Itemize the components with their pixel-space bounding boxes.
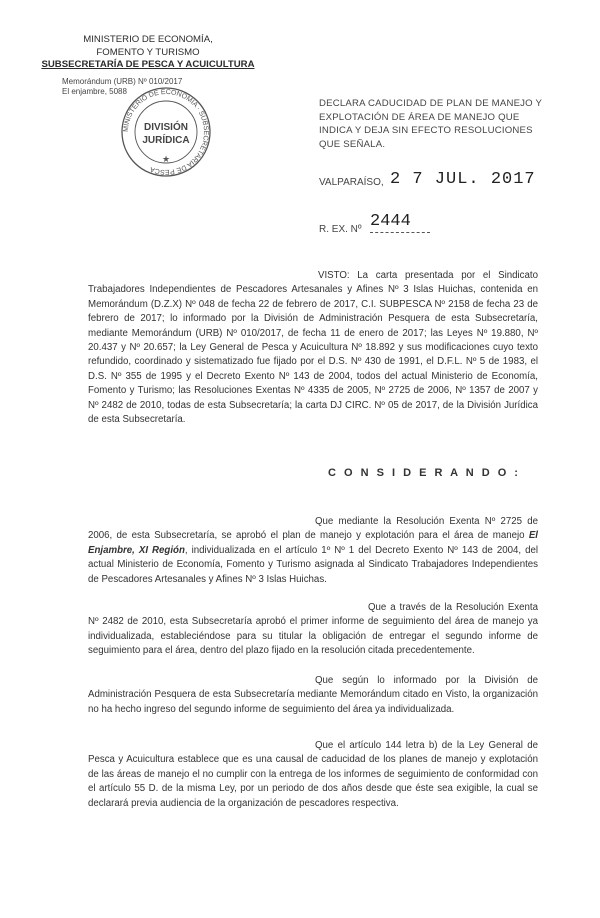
area-name: El Enjambre, XI Región bbox=[88, 530, 538, 556]
considering-paragraph-1 bbox=[88, 515, 538, 587]
memo-line-1: Memorándum (URB) Nº 010/2017 bbox=[62, 77, 183, 86]
considerando-heading: C O N S I D E R A N D O : bbox=[328, 467, 521, 479]
seal-ring-text: MINISTERIO DE ECONOMÍA · SUBSECRETARÍA DE PESCA bbox=[122, 88, 210, 176]
memo-line-2: El enjambre, 5088 bbox=[62, 87, 127, 96]
resolution-number: 2444 bbox=[370, 212, 430, 233]
legal-division-seal bbox=[116, 82, 216, 177]
star-icon: ★ bbox=[161, 154, 171, 164]
considering-paragraph-4: Que el artículo 144 letra b) de la Ley General de Pesca y Acuicultura establece que es una causal de caducidad de los planes de manejo y explotación de las áreas de manejo el no cumplir con la entrega de los informes de seguimiento de conformidad con el artículo 55 D. de la misma Ley, por un periodo de dos años desde que éste sea exigible, la cual se declarará previa audiencia de la organización de pescadores respectiva. bbox=[88, 740, 538, 809]
considering-paragraph-2: Que a través de la Resolución Exenta Nº 2482 de 2010, esta Subsecretaría aprobó el primer informe de seguimiento del área de manejo ya individualizada, estableciéndose para su titular la obligación de entregar el segundo informe de seguimiento para el área, dentro del plazo fijado en la resolución citada precedentemente. bbox=[88, 602, 538, 657]
issuer-header bbox=[38, 34, 258, 72]
date-stamp: 2 7 JUL. 2017 bbox=[390, 170, 536, 189]
ministry-name: MINISTERIO DE ECONOMÍA, bbox=[83, 34, 213, 45]
p1-text-start: Que mediante la Resolución Exenta Nº 2725 de 2006, de esta Subsecretaría, se aprobó el plan de manejo y explotación para el área de manejo bbox=[88, 516, 538, 542]
resolution-subject: DECLARA CADUCIDAD DE PLAN DE MANEJO Y EXPLOTACIÓN DE ÁREA DE MANEJO QUE INDICA Y DEJA SIN EFECTO RESOLUCIONES QUE SEÑALA. bbox=[319, 98, 542, 150]
seal-center-bottom: JURÍDICA bbox=[142, 135, 190, 146]
p1-text-end: , individualizada en el artículo 1º Nº 1 del Decreto Exento Nº 143 de 2004, del actual Ministerio de Economía, Fomento y Turismo asignada al Sindicato Trabajadores Independientes de Pescadores Artesanales y Afines Nº 3 Islas Huichas. bbox=[88, 544, 539, 585]
undersecretariat-name: SUBSECRETARÍA DE PESCA Y ACUICULTURA bbox=[41, 59, 255, 70]
considering-paragraph-3: Que según lo informado por la División de Administración Pesquera de esta Subsecretaría mediante Memorándum citado en Visto, la organización no ha hecho ingreso del segundo informe de seguimiento del área ya individualizada. bbox=[88, 675, 538, 715]
visto-paragraph: VISTO: La carta presentada por el Sindicato Trabajadores Independientes de Pescadores Artesanales y Afines Nº 3 Islas Huichas, contenida en Memorándum (D.Z.X) Nº 048 de fecha 22 de febrero de 2017, C.I. SUBPESCA Nº 2158 de fecha 23 de febrero de 2017; lo informado por la División de Administración Pesquera de esta Subsecretaría, mediante Memorándum (URB) Nº 010/2017, de fecha 11 de enero de 2017; las Leyes Nº 19.880, Nº 20.437 y Nº 20.657; la Ley General de Pesca y Acuicultura Nº 18.892 y sus modificaciones cuyo texto refundido, coordinado y sistematizado fue fijado por el D.S. Nº 430 de 1991, el D.F.L. Nº 5 de 1983, el D.S. Nº 355 de 1995 y el Decreto Exento Nº 143 de 2004, todos del actual Ministerio de Economía, Fomento y Turismo; las Resoluciones Exentas Nº 4335 de 2005, Nº 2725 de 2006, Nº 1357 de 2007 y Nº 2482 de 2010, todas de esta Subsecretaría; la carta DJ CIRC. Nº 05 de 2017, de la División Jurídica de esta Subsecretaría. bbox=[88, 270, 538, 426]
place-label: VALPARAÍSO, bbox=[319, 177, 384, 188]
seal-center-top: DIVISIÓN bbox=[144, 122, 188, 133]
resolution-number-label: R. EX. Nº bbox=[319, 224, 362, 235]
ministry-name-cont: FOMENTO Y TURISMO bbox=[96, 46, 200, 58]
